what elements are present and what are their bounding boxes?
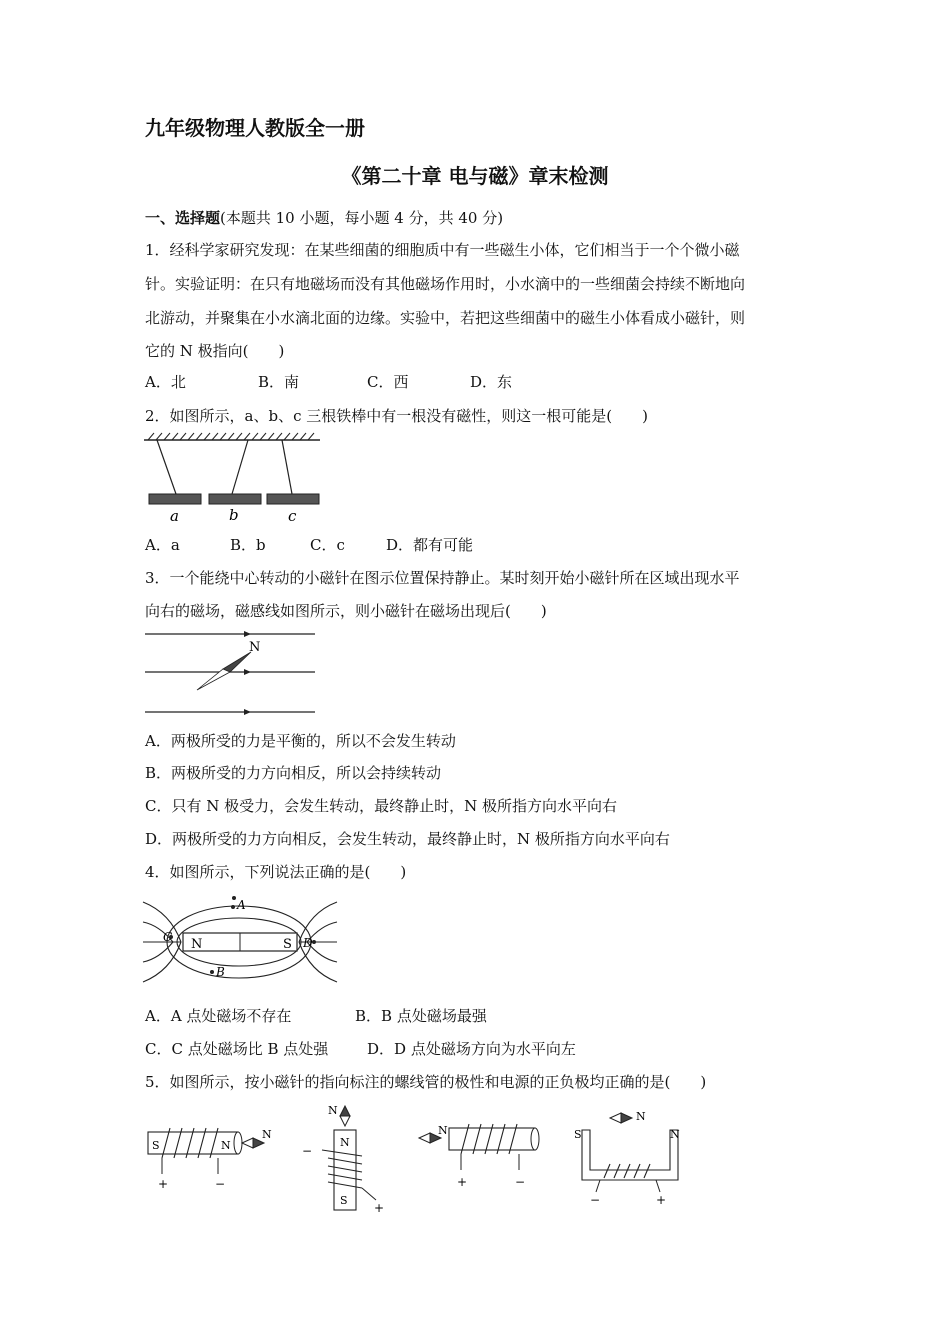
q5-stem: 5．如图所示，按小磁针的指向标注的螺线管的极性和电源的正负极均正确的是( ): [145, 1073, 707, 1091]
q3-option-c[interactable]: C．只有 N 极受力，会发生转动，最终静止时，N 极所指方向水平向右: [145, 797, 618, 815]
q4-option-d[interactable]: D．D 点处磁场方向为水平向左: [367, 1040, 576, 1058]
q5b-label-n: N: [340, 1136, 350, 1149]
q5a-label-s: S: [152, 1139, 160, 1152]
q4-option-c[interactable]: C．C 点处磁场比 B 点处强: [145, 1040, 329, 1058]
grade-title: 九年级物理人教版全一册: [145, 116, 365, 140]
q1-line: 针。实验证明：在只有地磁场而没有其他磁场作用时，小水滴中的一些细菌会持续不断地向: [145, 275, 746, 293]
q5a-label-needle-n: N: [262, 1128, 272, 1141]
q5d-label-minus: −: [590, 1193, 601, 1207]
q4-option-a[interactable]: A．A 点处磁场不存在: [145, 1007, 292, 1025]
q4-label-n: N: [191, 937, 203, 952]
q5b-label-plus: +: [374, 1201, 385, 1215]
q5c-label-plus: +: [457, 1175, 468, 1189]
q3-line: 3．一个能绕中心转动的小磁针在图示位置保持静止。某时刻开始小磁针所在区域出现水平: [145, 569, 740, 587]
q5a-label-plus: +: [158, 1177, 169, 1191]
q4-label-a: A: [237, 898, 246, 912]
q5-figure-d: [570, 1108, 690, 1208]
q5d-label-s: S: [574, 1128, 582, 1141]
q2-option-b[interactable]: B．b: [230, 536, 266, 554]
q2-label-c: c: [288, 507, 297, 525]
q5b-label-s: S: [340, 1194, 348, 1207]
q4-option-b[interactable]: B．B 点处磁场最强: [355, 1007, 487, 1025]
q5c-label-minus: −: [515, 1175, 526, 1189]
q5b-label-minus: −: [302, 1144, 313, 1158]
q2-option-c[interactable]: C．c: [310, 536, 345, 554]
q1-option-a[interactable]: A．北: [145, 373, 186, 391]
q3-label-n: N: [249, 640, 261, 655]
q4-label-b: B: [216, 965, 225, 979]
q1-option-c[interactable]: C．西: [367, 373, 409, 391]
q2-label-b: b: [229, 506, 239, 524]
q5d-label-needle-n: N: [636, 1110, 646, 1123]
q1-option-d[interactable]: D．东: [470, 373, 513, 391]
q5a-label-n: N: [221, 1139, 231, 1152]
q5-figure-c: [415, 1118, 545, 1193]
q2-figure: [140, 432, 325, 527]
q2-option-d[interactable]: D．都有可能: [386, 536, 474, 554]
q5b-label-needle-n: N: [328, 1104, 338, 1117]
q3-option-a[interactable]: A．两极所受的力是平衡的，所以不会发生转动: [145, 732, 456, 750]
q5c-label-needle-n: N: [438, 1124, 448, 1137]
section-note: (本题共 10 小题，每小题 4 分，共 40 分): [220, 209, 504, 227]
section-label: 一、选择题: [145, 209, 221, 227]
q1-line: 1．经科学家研究发现：在某些细菌的细胞质中有一些磁生小体，它们相当于一个个微小磁: [145, 241, 740, 259]
q4-label-s: S: [283, 937, 292, 952]
q2-label-a: a: [170, 507, 179, 525]
q3-line: 向右的磁场，磁感线如图所示，则小磁针在磁场出现后( ): [145, 602, 547, 620]
q4-label-d: D: [303, 936, 313, 950]
q2-stem: 2．如图所示，a、b、c 三根铁棒中有一根没有磁性，则这一根可能是( ): [145, 407, 648, 425]
q4-figure: [143, 890, 338, 995]
section-heading: [145, 208, 503, 228]
q3-option-d[interactable]: D．两极所受的力方向相反，会发生转动，最终静止时，N 极所指方向水平向右: [145, 830, 670, 848]
q3-option-b[interactable]: B．两极所受的力方向相反，所以会持续转动: [145, 764, 442, 782]
q5a-label-minus: −: [215, 1177, 226, 1191]
q4-label-c: C: [163, 930, 173, 944]
chapter-title: 《第二十章 电与磁》章末检测: [341, 164, 609, 188]
q4-stem: 4．如图所示，下列说法正确的是( ): [145, 863, 407, 881]
q1-option-b[interactable]: B．南: [258, 373, 300, 391]
q1-line: 它的 N 极指向( ): [145, 342, 285, 360]
q2-option-a[interactable]: A．a: [145, 536, 180, 554]
q5d-label-n: N: [670, 1128, 680, 1141]
q3-figure: [145, 628, 320, 718]
q1-line: 北游动，并聚集在小水滴北面的边缘。实验中，若把这些细菌中的磁生小体看成小磁针，则: [145, 309, 746, 327]
q5-figure-b: [300, 1100, 390, 1215]
q5-figure-a: [140, 1120, 280, 1195]
q5d-label-plus: +: [656, 1193, 667, 1207]
